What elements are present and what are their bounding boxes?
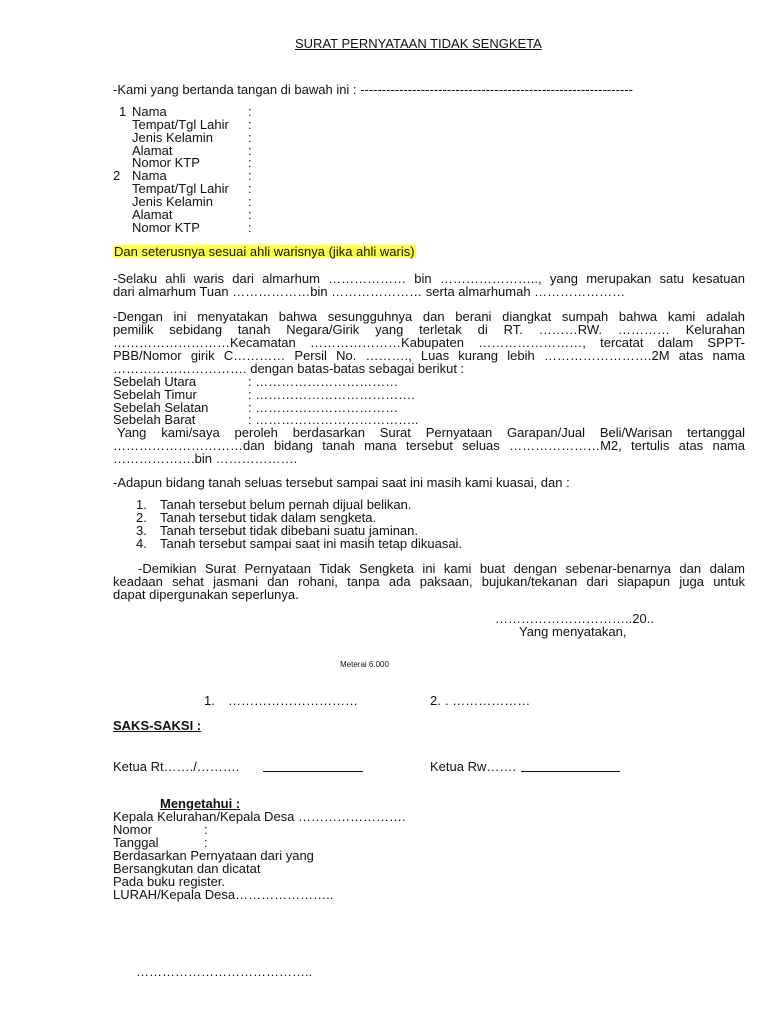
closing-paragraph-line: keadaan sehat jasmani dan rohani, tanpa ada paksaan, bujukan/tekanan dari siapapun juga untuk	[113, 574, 745, 589]
acknowledged-heading: Mengetahui :	[160, 796, 241, 811]
kepala-desa-line: Kepala Kelurahan/Kepala Desa …………………….	[113, 809, 406, 824]
date-line: …………………………..20..	[495, 611, 654, 626]
land-paragraph-line: PBB/Nomor girik C………… Persil No. ………., Luas kurang lebih …………………….2M atas nama	[113, 348, 745, 363]
acquisition-paragraph-line: …………………………dan bidang tanah mana tersebut seluas …………………M2, tertulis atas nama	[113, 438, 745, 453]
witnesses-heading: SAKS-SAKSI :	[113, 718, 202, 733]
colon: :	[248, 194, 252, 209]
colon: :	[248, 155, 252, 170]
party1-field-ktp: Nomor KTP	[132, 155, 200, 170]
colon: :	[248, 168, 252, 183]
colon: :	[204, 835, 208, 850]
ketua-rt-label: Ketua Rt……./……….	[113, 759, 240, 774]
party2-field-ttl: Tempat/Tgl Lahir	[132, 181, 229, 196]
statement-text: Tanah tersebut tidak dibebani suatu jaminan.	[160, 523, 419, 538]
stamp-label: Meterai 6.000	[340, 660, 389, 669]
land-paragraph-line: ………………………Kecamatan …………………Kabupaten ……………………, tercatat dalam SPPT-	[113, 335, 745, 350]
nomor-label: Nomor	[113, 822, 153, 837]
colon: :	[248, 143, 252, 158]
basis-line: Bersangkutan dan dicatat	[113, 861, 261, 876]
border-value-barat: : ………………………………..	[248, 412, 419, 427]
closing-paragraph-line: dapat dipergunakan seperlunya.	[113, 587, 299, 602]
control-paragraph: -Adapun bidang tanah seluas tersebut sampai saat ini masih kami kuasai, dan :	[113, 475, 570, 490]
border-label-barat: Sebelah Barat	[113, 412, 196, 427]
border-label-selatan: Sebelah Selatan	[113, 400, 209, 415]
statement-number: 2.	[136, 510, 147, 525]
colon: :	[248, 104, 252, 119]
statement-number: 4.	[136, 536, 147, 551]
declarant-label: Yang menyatakan,	[519, 624, 627, 639]
border-label-timur: Sebelah Timur	[113, 387, 197, 402]
signer1-number: 1.	[204, 693, 215, 708]
heir-paragraph-line: -Selaku ahli waris dari almarhum ……………… bin ………………….., yang merupakan satu kesatuan	[113, 271, 745, 286]
statement-number: 1.	[136, 497, 147, 512]
closing-paragraph-line: -Demikian Surat Pernyataan Tidak Sengketa ini kami buat dengan sebenar-benarnya dan dalam	[138, 561, 745, 576]
party2-field-gender: Jenis Kelamin	[132, 194, 213, 209]
signer2-number: 2.	[430, 693, 441, 708]
colon: :	[248, 117, 252, 132]
colon: :	[248, 181, 252, 196]
statement-number: 3.	[136, 523, 147, 538]
party1-field-gender: Jenis Kelamin	[132, 130, 213, 145]
colon: :	[248, 130, 252, 145]
party2-field-nama: Nama	[132, 168, 167, 183]
colon: :	[248, 207, 252, 222]
party1-number: 1	[119, 104, 127, 119]
signer1-line: …………………………	[228, 693, 358, 708]
party1-field-nama: Nama	[132, 104, 167, 119]
land-paragraph-line: pemilik sebidang tanah Negara/Girik yang terletak di RT. ………RW. ………… Kelurahan	[113, 322, 745, 337]
acquisition-paragraph-line: Yang kami/saya peroleh berdasarkan Surat Pernyataan Garapan/Jual Beli/Warisan tertanggal	[117, 425, 745, 440]
basis-line: Pada buku register.	[113, 874, 226, 889]
basis-line: Berdasarkan Pernyataan dari yang	[113, 848, 314, 863]
party2-number: 2	[113, 168, 121, 183]
colon: :	[248, 220, 252, 235]
land-paragraph-line: -Dengan ini menyatakan bahwa sesungguhnya dan berani diangkat sumpah bahwa kami adalah	[113, 309, 745, 324]
statement-text: Tanah tersebut tidak dalam sengketa.	[160, 510, 377, 525]
border-value-selatan: : ……………………………	[248, 400, 399, 415]
party1-field-alamat: Alamat	[132, 143, 173, 158]
ketua-rw-signature-line	[521, 760, 620, 772]
document-title: SURAT PERNYATAAN TIDAK SENGKETA	[295, 36, 542, 51]
tanggal-label: Tanggal	[113, 835, 159, 850]
intro-line: -Kami yang bertanda tangan di bawah ini : ---------------------------------------------------------------	[113, 82, 633, 97]
heirs-note-highlight: Dan seterusnya sesuai ahli warisnya (jika ahli waris)	[114, 244, 415, 259]
border-value-timur: : ……………………………….	[248, 387, 415, 402]
bottom-signature-line: …………………………………..	[136, 964, 313, 979]
heir-paragraph-line: dari almarhum Tuan ………………bin ………………… serta almarhumah …………………	[113, 284, 626, 299]
border-value-utara: : ……………………………	[248, 374, 399, 389]
lurah-line: LURAH/Kepala Desa…………………..	[113, 887, 334, 902]
party2-field-ktp: Nomor KTP	[132, 220, 200, 235]
party1-field-ttl: Tempat/Tgl Lahir	[132, 117, 229, 132]
border-label-utara: Sebelah Utara	[113, 374, 197, 389]
statement-text: Tanah tersebut belum pernah dijual belikan.	[160, 497, 412, 512]
colon: :	[204, 822, 208, 837]
party2-field-alamat: Alamat	[132, 207, 173, 222]
land-paragraph-line: …………………………. dengan batas-batas sebagai berikut :	[113, 361, 465, 376]
ketua-rw-label: Ketua Rw…….	[430, 759, 516, 774]
signer2-line: . ………………	[445, 693, 531, 708]
ketua-rt-signature-line	[263, 760, 363, 772]
statement-text: Tanah tersebut sampai saat ini masih tetap dikuasai.	[160, 536, 463, 551]
acquisition-paragraph-line: ……………….bin ……………….	[113, 451, 298, 466]
